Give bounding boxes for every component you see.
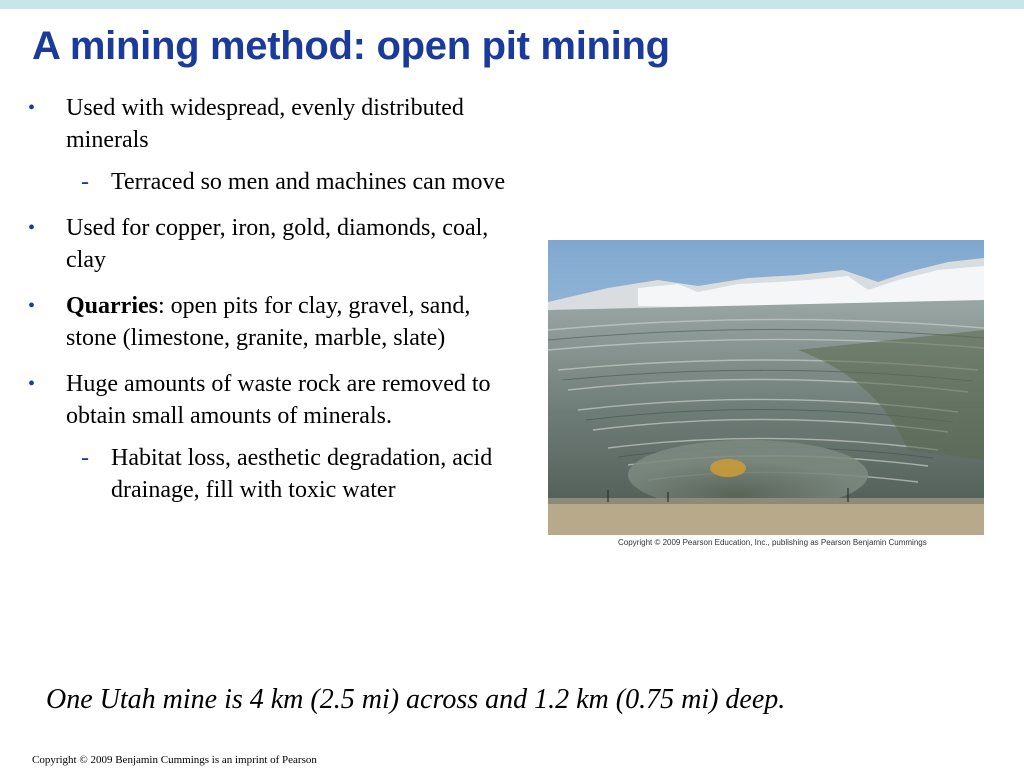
bullet-item [26,290,516,354]
sub-bullet-text: Terraced so men and machines can move [111,169,506,195]
bullet-text: Used with widespread, evenly distributed minerals [66,95,464,153]
bullet-dot: • [28,373,36,395]
photo-credit: Copyright © 2009 Pearson Education, Inc., publishing as Pearson Benjamin Cummings [618,538,927,547]
sub-bullet-item [26,166,516,198]
bullet-text: : open pits for clay, gravel, sand, stone (limestone, granite, marble, slate) [66,293,471,351]
bullet-dot: • [28,217,36,239]
sub-bullet-dash: - [81,445,89,471]
bullet-dot: • [28,97,36,119]
bullet-item [26,212,516,276]
bullet-text: Huge amounts of waste rock are removed to obtain small amounts of minerals. [66,371,491,429]
top-accent-bar [0,0,1024,9]
bullet-list [26,92,516,520]
sub-bullet-item [26,442,516,506]
mine-size-caption: One Utah mine is 4 km (2.5 mi) across and 1.2 km (0.75 mi) deep. [46,684,786,715]
bullet-dot: • [28,295,36,317]
sub-bullet-dash: - [81,169,89,195]
bullet-item [26,368,516,432]
bullet-bold-term: Quarries [66,293,158,319]
open-pit-mine-photo [548,240,984,535]
sub-bullet-text: Habitat loss, aesthetic degradation, acid drainage, fill with toxic water [111,445,493,503]
bullet-text: Used for copper, iron, gold, diamonds, coal, clay [66,215,489,273]
bullet-item [26,92,516,156]
slide-title: A mining method: open pit mining [32,24,670,68]
copyright-footer: Copyright © 2009 Benjamin Cummings is an imprint of Pearson [32,754,317,766]
